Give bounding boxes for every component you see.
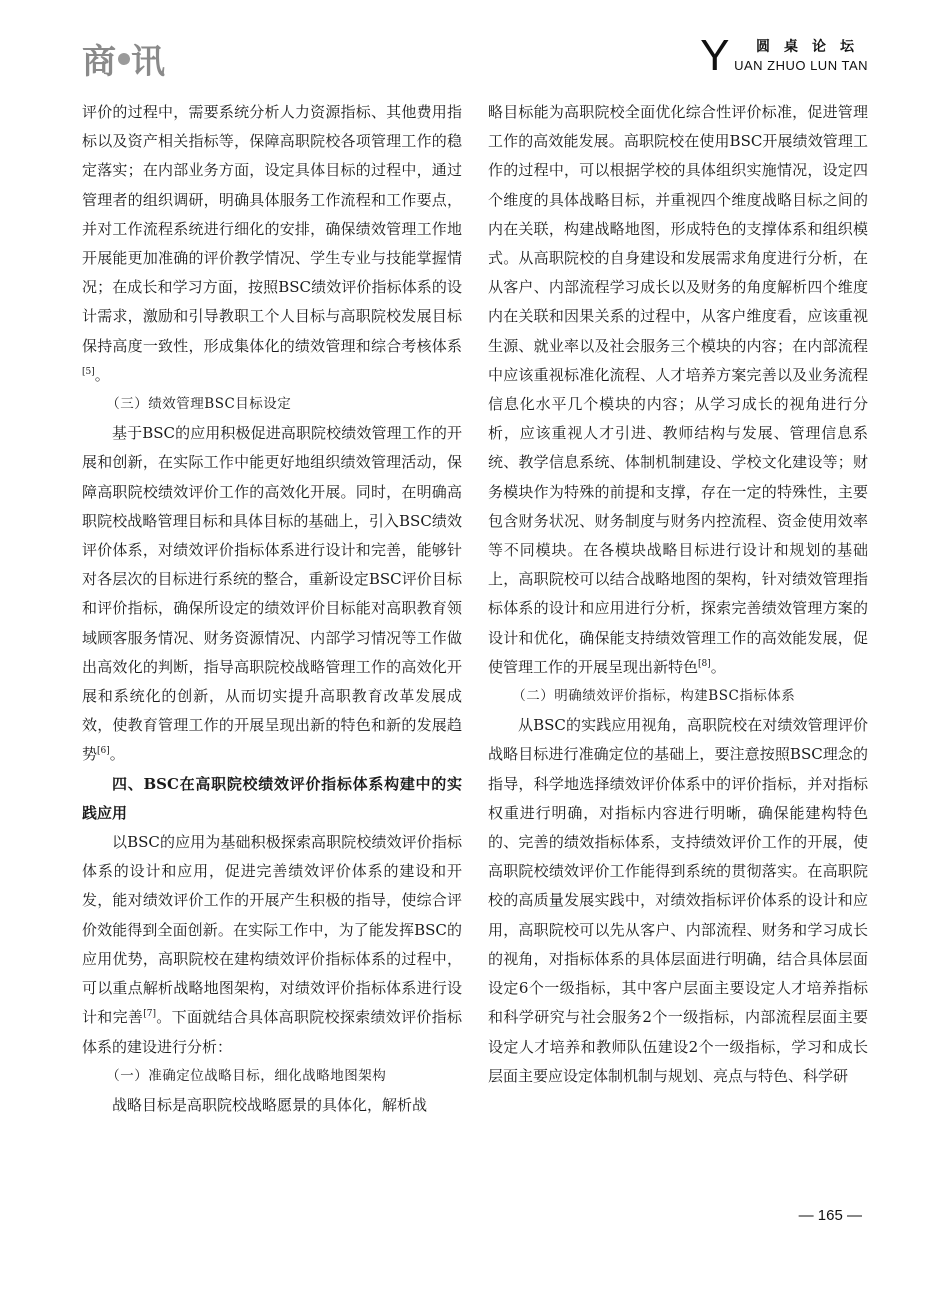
subheading: （三）绩效管理BSC目标设定 xyxy=(106,396,292,413)
forum-title-en: UAN ZHUO LUN TAN xyxy=(734,58,868,73)
paragraph: 战略目标是高职院校战略愿景的具体化，解析战 xyxy=(112,1095,428,1114)
paragraph: 从BSC的实践应用视角，高职院校在对绩效管理评价战略目标进行准确定位的基础上，要注意按照BSC理念的指导，科学地选择绩效评价体系中的评价指标，并对指标权重进行明确，对指标内容进行明晰，确保能建构特色的、完善的绩效指标体系，支持绩效评价工作的开展，使高职院校绩效评价工作能得到系统的贯彻落实。在高职院校的高质量发展实践中，对绩效指标评价体系的设计和应用，高职院校可以先从客户、内部流程、财务和学习成长的视角，对指标体系的具体层面进行明确，结合具体层面设定6个一级指标，其中客户层面主要设定人才培养指标和科学研究与社会服务2个一级指标，内部流程层面主要设定人才培养和教师队伍建设2个一级指标，学习和成长层面主要应设定体制机制与规划、亮点与特色、科学研 xyxy=(488,716,868,1085)
page-header xyxy=(82,30,868,90)
citation: [5] xyxy=(82,366,95,377)
forum-initial: Y xyxy=(700,31,730,80)
paragraph: 以BSC的应用为基础积极探索高职院校绩效评价指标体系的设计和应用，促进完善绩效评价体系的建设和开发，能对绩效评价工作的开展产生积极的指导，使综合评价效能得到全面创新。在实际工作中，为了能发挥BSC的应用优势，高职院校在建构绩效评价指标体系的过程中，可以重点解析战略地图架构，对绩效评价指标体系进行设计和完善[7]。下面就结合具体高职院校探索绩效评价指标体系的建设进行分析： xyxy=(82,833,462,1056)
citation: [8] xyxy=(698,658,711,669)
right-column xyxy=(488,98,868,1091)
subheading: （二）明确绩效评价指标，构建BSC指标体系 xyxy=(512,688,796,705)
left-column xyxy=(82,98,462,1120)
paragraph: 基于BSC的应用积极促进高职院校绩效管理工作的开展和创新，在实际工作中能更好地组织绩效管理活动，保障高职院校绩效评价工作的高效化开展。同时，在明确高职院校战略管理目标和具体目标的基础上，引入BSC绩效评价体系，对绩效评价指标体系进行设计和完善，能够针对各层次的目标进行系统的整合，重新设定BSC评价目标和评价指标，确保所设定的绩效评价目标能对高职教育领域顾客服务情况、财务资源情况、内部学习情况等工作做出高效化的判断，指导高职院校战略管理工作的高效化开展和系统化的创新，从而切实提升高职教育改革发展成效，使教育管理工作的开展呈现出新的特色和新的发展趋势[6]。 xyxy=(82,424,462,764)
section-title xyxy=(700,31,868,80)
citation: [7] xyxy=(143,1009,156,1020)
paragraph: 评价的过程中，需要系统分析人力资源指标、其他费用指标以及资产相关指标等，保障高职院校各项管理工作的稳定落实；在内部业务方面，设定具体目标的过程中，通过管理者的组织调研，明确具体服务工作流程和工作要点，并对工作流程系统进行细化的安排，确保绩效管理工作地开展能更加准确的评价教学情况、学生专业与技能掌握情况；在成长和学习方面，按照BSC绩效评价指标体系的设计需求，激励和引导教职工个人目标与高职院校发展目标保持高度一致性，形成集体化的绩效管理和综合考核体系[5]。 xyxy=(82,103,462,384)
section-heading: 四、BSC在高职院校绩效评价指标体系构建中的实践应用 xyxy=(82,774,462,822)
forum-title-cn: 圆桌论坛 xyxy=(756,39,868,55)
paragraph: 略目标能为高职院校全面优化综合性评价标准，促进管理工作的高效能发展。高职院校在使用BSC开展绩效管理工作的过程中，可以根据学校的具体组织实施情况，设定四个维度的具体战略目标，并重视四个维度战略目标之间的内在关联，构建战略地图，形成特色的支撑体系和组织模式。从高职院校的自身建设和发展需求角度进行分析，在从客户、内部流程学习成长以及财务的角度解析四个维度内在关联和因果关系的过程中，从客户维度看，应该重视生源、就业率以及社会服务三个模块的内容；在内部流程中应该重视标准化流程、人才培养方案完善以及业务流程信息化水平几个模块的内容；从学习成长的视角进行分析，应该重视人才引进、教师结构与发展、管理信息系统、教学信息系统、体制机制建设、学校文化建设等；财务模块作为特殊的前提和支撑，存在一定的特殊性，主要包含财务状况、财务制度与财务内控流程、资金使用效率等不同模块。在各模块战略目标进行设计和规划的基础上，高职院校可以结合战略地图的架构，针对绩效管理指标体系的设计和应用进行分析，探索完善绩效管理方案的设计和优化，确保能支持绩效管理工作的高效能发展，促使管理工作的开展呈现出新特色[8]。 xyxy=(488,103,868,676)
page-number: — 165 — xyxy=(798,1207,862,1224)
subheading: （一）准确定位战略目标，细化战略地图架构 xyxy=(106,1067,387,1084)
brand-char-1: 商 xyxy=(82,42,117,82)
logo-dot-icon xyxy=(118,53,130,65)
brand-char-2: 讯 xyxy=(131,42,166,82)
citation: [6] xyxy=(97,746,110,757)
journal-brand xyxy=(82,34,166,83)
